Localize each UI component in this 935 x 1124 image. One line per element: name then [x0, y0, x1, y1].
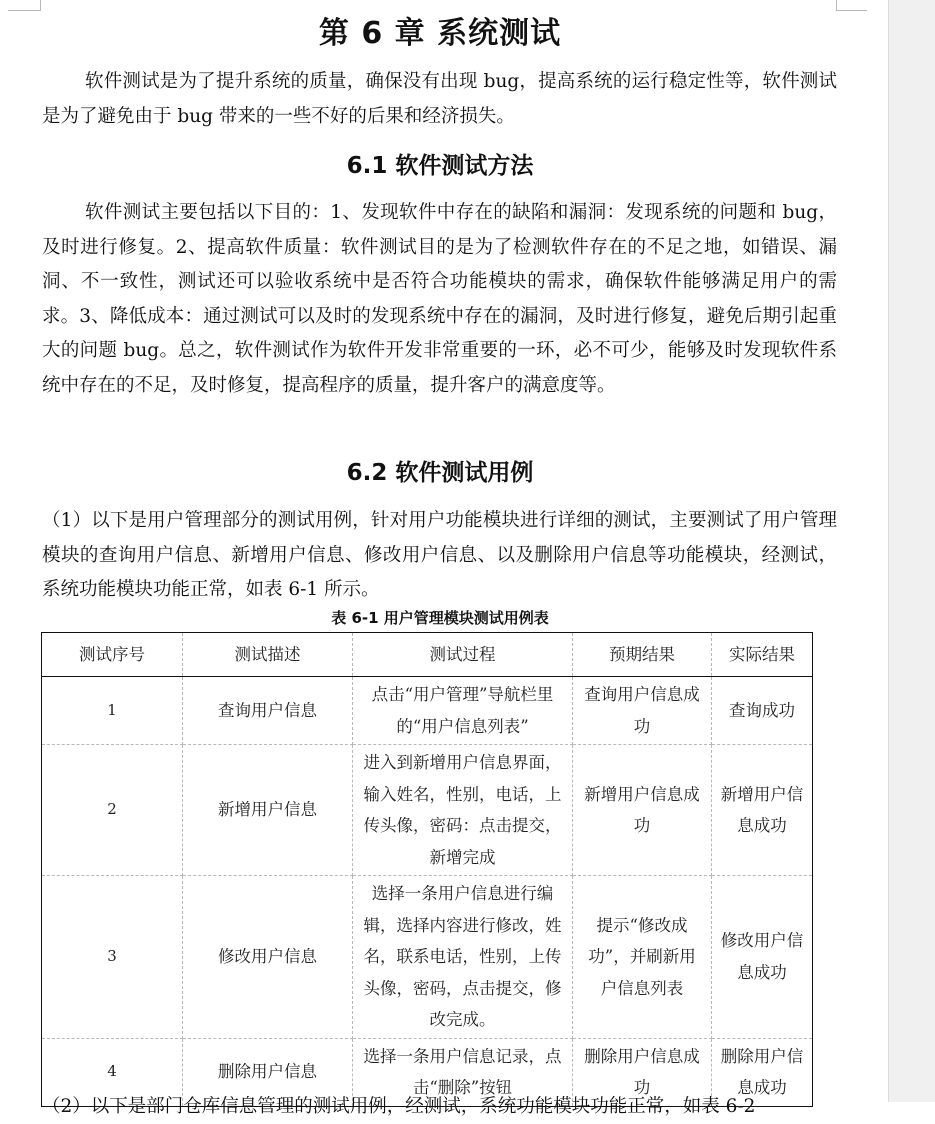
case-process: 点击“用户管理”导航栏里的“用户信息列表”	[353, 677, 573, 745]
page-edge-line	[888, 0, 889, 1102]
case-actual: 新增用户信息成功	[712, 745, 813, 876]
cut-off-next-paragraph: （2）以下是部门仓库信息管理的测试用例，经测试，系统功能模块功能正常，如表 6-2	[42, 1096, 756, 1117]
case-expected: 提示“修改成功”，并刷新用户信息列表	[573, 876, 712, 1039]
case-process: 选择一条用户信息记录，点击“删除”按钮	[353, 1038, 573, 1106]
case-description: 修改用户信息	[183, 876, 353, 1039]
table-row	[42, 745, 813, 876]
case-actual: 修改用户信息成功	[712, 876, 813, 1039]
case-actual: 查询成功	[712, 677, 813, 745]
case-expected: 新增用户信息成功	[573, 745, 712, 876]
case-number: 3	[42, 876, 183, 1039]
header-cell: 测试描述	[183, 633, 353, 677]
header-cell: 测试过程	[353, 633, 573, 677]
table-row	[42, 876, 813, 1039]
header-cell: 实际结果	[712, 633, 813, 677]
table-header-row	[42, 633, 813, 677]
table-caption: 表 6-1 用户管理模块测试用例表	[331, 609, 549, 627]
case-expected: 查询用户信息成功	[573, 677, 712, 745]
case-process: 选择一条用户信息进行编辑，选择内容进行修改，姓名，联系电话，性别，上传头像，密码，点击提交，修改完成。	[353, 876, 573, 1039]
section-6-2-body: （1）以下是用户管理部分的测试用例，针对用户功能模块进行详细的测试，主要测试了用户管理模块的查询用户信息、新增用户信息、修改用户信息、以及删除用户信息等功能模块，经测试，系统功能模块功能正常，如表 6-1 所示。	[42, 510, 837, 600]
header-cell: 测试序号	[42, 633, 183, 677]
case-description: 新增用户信息	[183, 745, 353, 876]
section-6-2-title: 6.2 软件测试用例	[346, 460, 534, 486]
case-description: 查询用户信息	[183, 677, 353, 745]
case-process: 进入到新增用户信息界面，输入姓名，性别，电话，上传头像，密码：点击提交，新增完成	[353, 745, 573, 876]
section-6-1-title: 6.1 软件测试方法	[346, 153, 534, 179]
right-margin-gutter	[889, 0, 935, 1102]
case-actual: 删除用户信息成功	[712, 1038, 813, 1106]
case-number: 1	[42, 677, 183, 745]
test-case-table	[41, 632, 813, 1107]
case-number: 2	[42, 745, 183, 876]
case-expected: 删除用户信息成功	[573, 1038, 712, 1106]
case-number: 4	[42, 1038, 183, 1106]
case-description: 删除用户信息	[183, 1038, 353, 1106]
intro-paragraph: 软件测试是为了提升系统的质量，确保没有出现 bug，提高系统的运行稳定性等，软件测试是为了避免由于 bug 带来的一些不好的后果和经济损失。	[42, 71, 837, 127]
header-cell: 预期结果	[573, 633, 712, 677]
chapter-title: 第 6 章 系统测试	[318, 16, 562, 51]
section-6-1-body: 软件测试主要包括以下目的：1、发现软件中存在的缺陷和漏洞：发现系统的问题和 bug，及时进行修复。2、提高软件质量：软件测试目的是为了检测软件存在的不足之地，如错误、漏洞、不一致性，测试还可以验收系统中是否符合功能模块的需求，确保软件能够满足用户的需求。3、降低成本：通过测试可以及时的发现系统中存在的漏洞，及时进行修复，避免后期引起重大的问题 bug。总之，软件测试作为软件开发非常重要的一环，必不可少，能够及时发现软件系统中存在的不足，及时修复，提高程序的质量，提升客户的满意度等。	[42, 202, 837, 396]
table-row	[42, 677, 813, 745]
